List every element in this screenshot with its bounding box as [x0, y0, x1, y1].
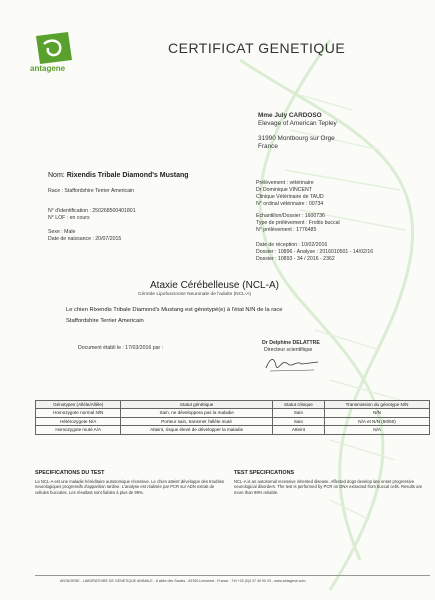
- spec-en-section: [234, 470, 424, 495]
- spec-en-text: NCL-A is an autosomal recessive inherited disease. Affected dogs develop late onset progressive neurological disorders. The test is performed by PCR on DNA extracted from buccal cells. Results are more than 99% reliable.: [234, 479, 423, 495]
- result-statement-line1: Le chien Rixendis Tribale Diamond's Mustang est génotypé(e) à l'état N/N de la race: [66, 307, 283, 313]
- result-statement-line2: Staffordshire Terrier Americain: [66, 318, 144, 324]
- table-cell: Atteint: [272, 426, 324, 434]
- owner-address: 31990 Montbourg sur Orge: [258, 135, 335, 142]
- sampling-sample-number: N° prélèvement : 1776485: [256, 227, 317, 233]
- brand-name: antagene: [30, 64, 66, 73]
- table-cell: N/A: [325, 426, 430, 434]
- table-cell: Homozygote normal N/N: [36, 409, 121, 417]
- sampling-file-ref: Dossier : 10893 - 34 / 2016 - 2362: [256, 256, 335, 262]
- sampling-type: Prélèvement : vétérinaire: [256, 180, 314, 186]
- signer-name: Dr Delphine DELATTRE: [262, 340, 320, 346]
- genotype-results-table: [35, 400, 430, 435]
- table-cell: Sain: [272, 409, 324, 417]
- dog-dob: Date de naissance : 20/07/2015: [48, 236, 122, 242]
- antagene-logo-icon: [28, 30, 80, 82]
- owner-kennel: Elevage of American Tepley: [258, 120, 337, 127]
- sampling-vet-number: N° ordinal vétérinaire : 00734: [256, 201, 324, 207]
- dog-id: N° d'identification : 250268500401801: [48, 208, 136, 214]
- footer-text: ANTAGENE - LABORATOIRE DE GENETIQUE ANIMALE - 6 allée des Saules - 69760 Limonest - France - Tél +33 (0)4 37 49 90 03 - www.antagene.com: [60, 579, 306, 583]
- sampling-vet-name: Dr Dominique VINCENT: [256, 187, 312, 193]
- table-cell: Atteint, risque élevé de développer la maladie: [121, 426, 272, 434]
- table-cell: Porteur sain, transmet l'allèle muté: [121, 417, 272, 425]
- sampling-reception-date: Date de réception : 10/02/2016: [256, 242, 328, 248]
- certificate-title: CERTIFICAT GENETIQUE: [168, 40, 346, 56]
- signature-icon: [262, 352, 322, 374]
- table-cell: N/A et N/N (50/50): [325, 417, 430, 425]
- table-header-cell: Statut génétique: [121, 401, 272, 409]
- sampling-clinic: Clinique Vétérinaire de TAUD: [256, 194, 324, 200]
- sampling-sample-file: Echantillon/Dossier : 1600736: [256, 213, 325, 219]
- owner-country: France: [258, 143, 278, 150]
- owner-name: Mme July CARDOSO: [258, 112, 322, 119]
- table-header-cell: Génotypes (Allèle/Allèle): [36, 401, 121, 409]
- issue-date: Document établi le : 17/03/2016 par :: [78, 345, 164, 351]
- dog-lof: N° LOF : en cours: [48, 215, 90, 221]
- table-row: [36, 417, 430, 425]
- test-title: Ataxie Cérébelleuse (NCL-A): [150, 280, 279, 291]
- spec-fr-title: SPECIFICATIONS DU TEST: [35, 470, 105, 476]
- dog-name-label: Nom:: [48, 172, 65, 179]
- table-header-cell: Statut clinique: [272, 401, 324, 409]
- spec-fr-text: La NCL-A est une maladie héréditaire autosomique récessive. Le chien atteint développe des troubles neurologiques progressifs d'apparition tardive. L'analyse est réalisée par PCR sur ADN extrait de cellules buccales. Les résultats sont fiables à plus de 99%.: [35, 479, 225, 495]
- table-header-cell: Transmission du génotype N/N: [325, 401, 430, 409]
- dog-sex: Sexe : Male: [48, 229, 76, 235]
- dog-breed: Race : Staffordshire Terrier Americain: [48, 188, 135, 194]
- test-subtitle: Céroïde Lipofuscinose Neuronale de l'adulte (NCL-A): [138, 292, 252, 297]
- sampling-file-analysis: Dossier : 10896 - Analyse : 2016010501 - 14/02/16: [256, 249, 374, 255]
- table-row: [36, 409, 430, 417]
- dog-name: Rixendis Tribale Diamond's Mustang: [66, 172, 189, 179]
- table-cell: Sain, ne développera pas la maladie: [121, 409, 272, 417]
- spec-en-title: TEST SPECIFICATIONS: [234, 470, 295, 476]
- table-cell: N/N: [325, 409, 430, 417]
- sampling-sample-type: Type de prélèvement : Frottis buccal: [256, 220, 340, 226]
- table-row: [36, 426, 430, 434]
- table-cell: Sain: [272, 417, 324, 425]
- footer-divider: [35, 575, 430, 576]
- signer-role: Directeur scientifique: [264, 347, 313, 353]
- table-cell: Homozygote muté A/A: [36, 426, 121, 434]
- table-cell: Hétérozygote N/A: [36, 417, 121, 425]
- dog-name-line: [48, 172, 189, 179]
- spec-fr-section: [35, 470, 225, 495]
- table-header-row: [36, 401, 430, 409]
